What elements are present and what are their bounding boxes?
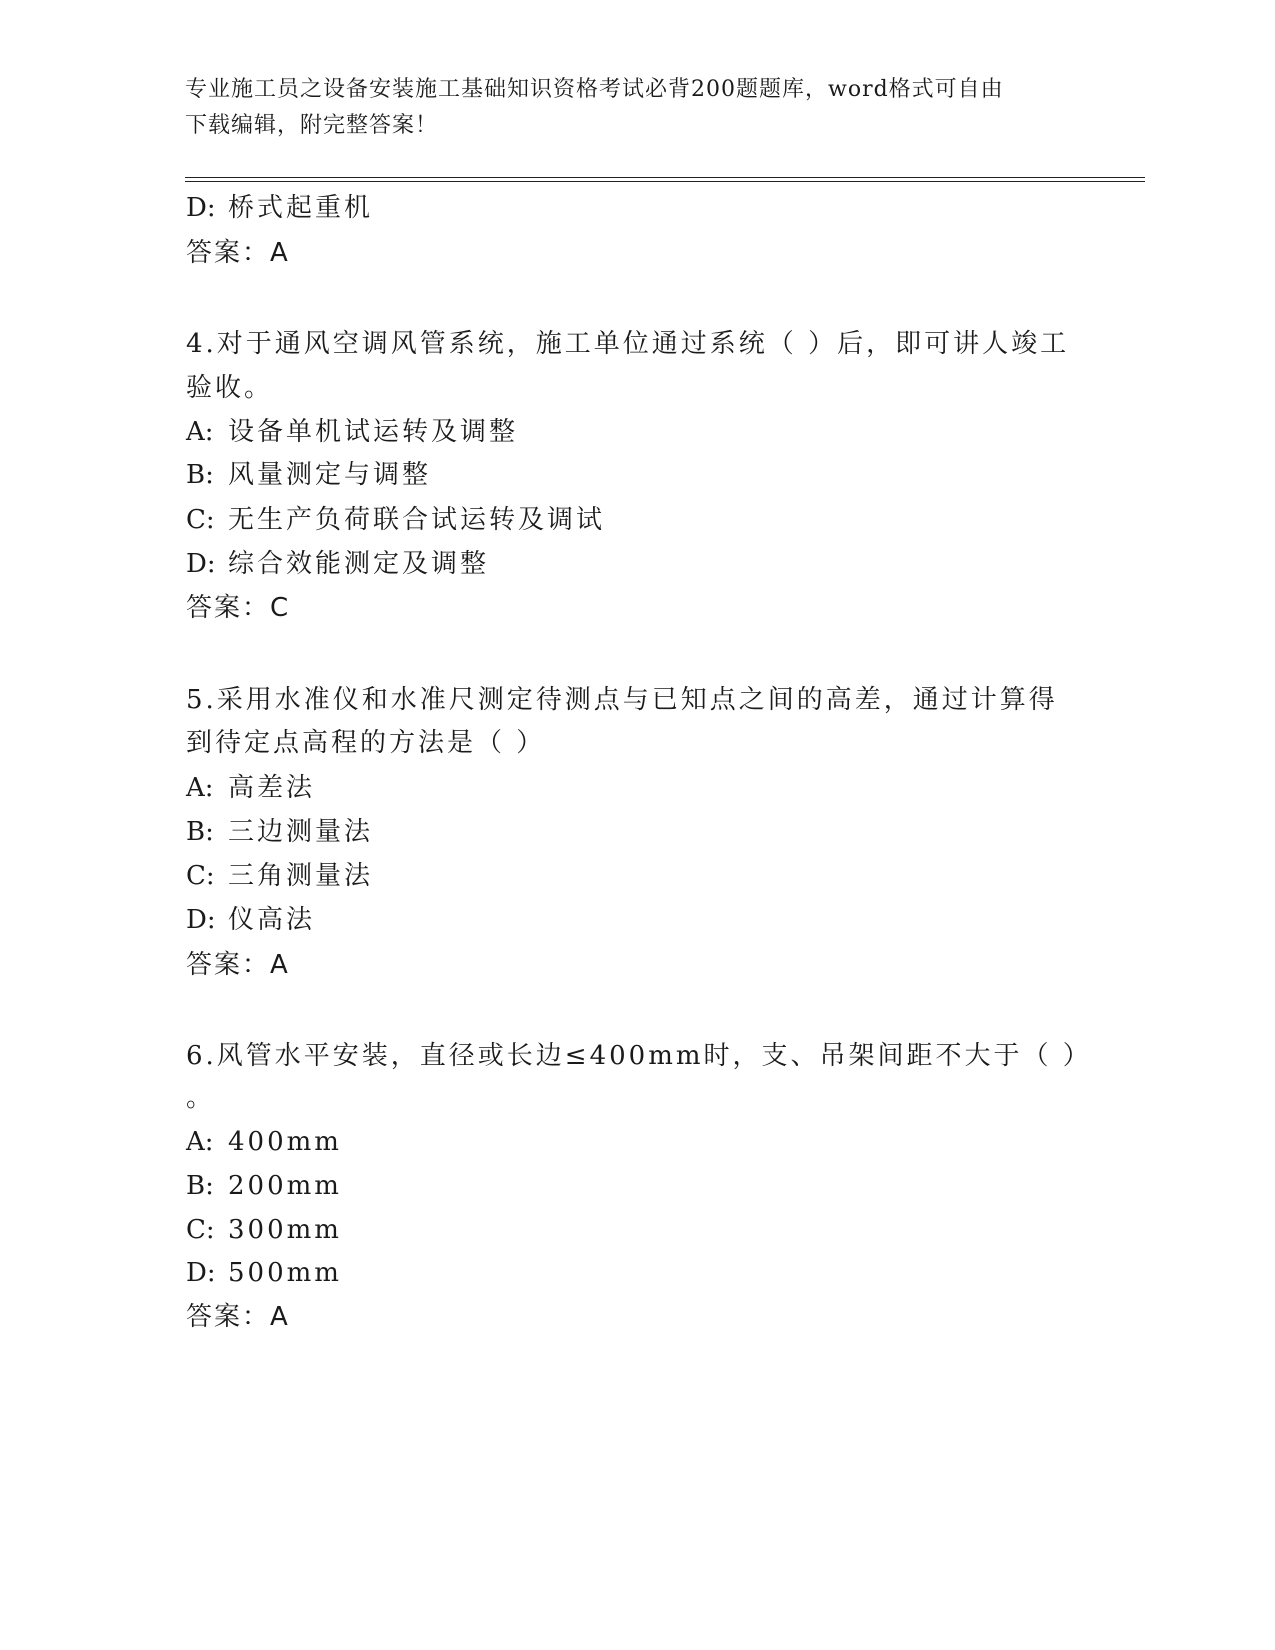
q6-answer: 答案：A — [186, 1302, 290, 1332]
q5-answer: 答案：A — [186, 950, 290, 980]
option-letter: C: — [186, 1215, 215, 1245]
q5-stem-line-1: 5.采用水准仪和水准尺测定待测点与已知点之间的高差，通过计算得 — [186, 685, 1058, 715]
option-text: 设备单机试运转及调整 — [228, 417, 519, 447]
q4-option-b — [186, 459, 431, 491]
option-letter: D: — [186, 905, 216, 935]
option-letter: B: — [186, 817, 214, 847]
q5-option-b — [186, 816, 373, 848]
q4-answer: 答案：C — [186, 593, 291, 623]
option-text: 200mm — [228, 1171, 342, 1201]
q4-option-a — [186, 416, 518, 448]
option-letter: D: — [186, 193, 216, 223]
q6-option-d — [186, 1257, 342, 1289]
q4-stem-line-2: 验收。 — [186, 373, 274, 403]
q5-stem-line-2: 到待定点高程的方法是（ ） — [186, 728, 546, 758]
option-text: 400mm — [228, 1127, 342, 1157]
option-text: 500mm — [228, 1258, 342, 1288]
q4-stem-line-1: 4.对于通风空调风管系统，施工单位通过系统（ ）后，即可讲人竣工 — [186, 329, 1070, 359]
q6-stem-line-1: 6.风管水平安装，直径或长边≤400mm时，支、吊架间距不大于（ ） — [186, 1041, 1092, 1071]
q4-option-d — [186, 548, 489, 580]
q6-stem-line-2: 。 — [186, 1083, 216, 1113]
option-text: 仪高法 — [228, 905, 316, 935]
option-letter: C: — [186, 505, 215, 535]
option-text: 三角测量法 — [228, 861, 374, 891]
q5-option-c — [186, 860, 373, 892]
option-letter: A: — [186, 1127, 214, 1157]
option-letter: D: — [186, 549, 216, 579]
option-text: 综合效能测定及调整 — [228, 549, 490, 579]
option-letter: A: — [186, 417, 214, 447]
option-letter: B: — [186, 1171, 214, 1201]
option-text: 桥式起重机 — [228, 193, 374, 223]
option-letter: C: — [186, 861, 215, 891]
q6-option-b — [186, 1170, 342, 1202]
option-letter: B: — [186, 460, 214, 490]
option-text: 无生产负荷联合试运转及调试 — [228, 505, 606, 535]
option-text: 300mm — [228, 1215, 342, 1245]
option-text: 三边测量法 — [228, 817, 374, 847]
q3-answer: 答案：A — [186, 238, 290, 268]
header-title-line-2: 下载编辑，附完整答案！ — [185, 113, 439, 138]
q6-option-a — [186, 1126, 342, 1158]
option-text: 风量测定与调整 — [228, 460, 432, 490]
q3-option-d — [186, 192, 373, 224]
header-divider-bottom — [185, 181, 1145, 182]
option-text: 高差法 — [228, 773, 316, 803]
option-letter: D: — [186, 1258, 216, 1288]
q5-option-d — [186, 904, 315, 936]
header-divider-top — [185, 177, 1145, 178]
q5-option-a — [186, 772, 315, 804]
q6-option-c — [186, 1214, 342, 1246]
header-title-line-1: 专业施工员之设备安装施工基础知识资格考试必背200题题库，word格式可自由 — [185, 77, 1004, 102]
option-letter: A: — [186, 773, 214, 803]
document-header — [185, 72, 1085, 144]
q4-option-c — [186, 504, 605, 536]
